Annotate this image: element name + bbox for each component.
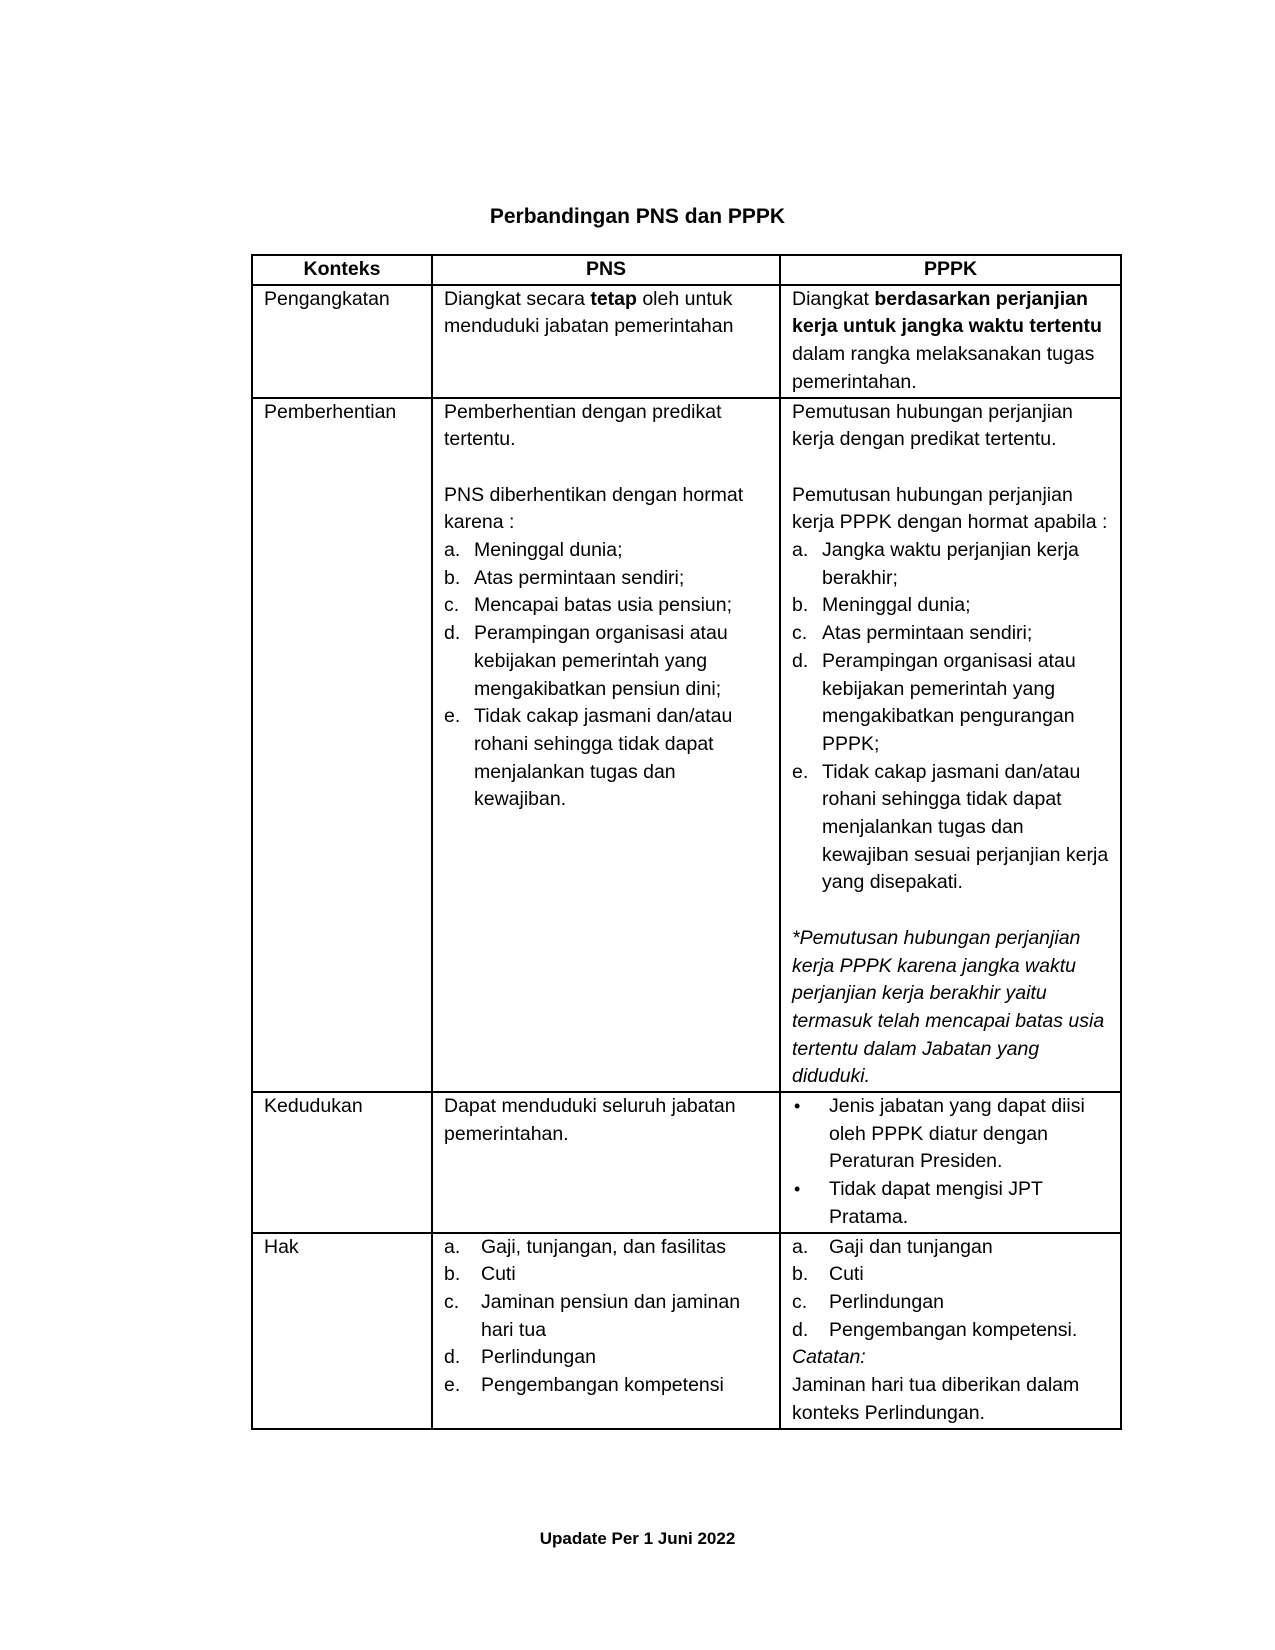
table-row-pengangkatan <box>252 285 1121 398</box>
list-item: b. Cuti <box>444 1263 516 1286</box>
pengangkatan-pns-text: Diangkat secara <box>444 287 591 310</box>
pengangkatan-pns-cell <box>432 285 780 398</box>
pemberhentian-pns-intro: Pemberhentian dengan predikat tertentu. <box>444 400 722 451</box>
list-item: d. Perlindungan <box>444 1346 596 1369</box>
bullet-icon: • <box>794 1179 801 1200</box>
list-item: • Tidak dapat mengisi JPT Pratama. <box>794 1178 1043 1228</box>
list-item: b. Atas permintaan sendiri; <box>444 566 685 589</box>
list-item: d. Pengembangan kompetensi. <box>792 1318 1078 1341</box>
list-item: a. Gaji, tunjangan, dan fasilitas <box>444 1235 726 1258</box>
pemberhentian-pppk-note: *Pemutusan hubungan perjanjian kerja PPPK karena jangka waktu perjanjian kerja berakhir yaitu termasuk telah mencapai batas usia tertentu dalam Jabatan yang diduduki. <box>792 926 1105 1088</box>
list-item: c. Jaminan pensiun dan jaminan hari tua <box>444 1290 741 1341</box>
pengangkatan-pppk-cell <box>780 285 1121 398</box>
list-item: d. Perampingan organisasi atau kebijakan pemerintah yang mengakibatkan pensiun dini; <box>444 622 728 700</box>
list-item: a. Gaji dan tunjangan <box>792 1235 993 1258</box>
header-pns: PNS <box>432 255 780 285</box>
kedudukan-pppk-cell <box>780 1092 1121 1233</box>
comparison-table <box>251 254 1122 1430</box>
footer-date: Upadate Per 1 Juni 2022 <box>539 1529 736 1548</box>
header-konteks: Konteks <box>252 255 432 285</box>
pemberhentian-pppk-intro: Pemutusan hubungan perjanjian kerja dengan predikat tertentu. <box>792 400 1073 451</box>
hak-pppk-cell <box>780 1233 1121 1429</box>
pemberhentian-pns-cell <box>432 398 780 1093</box>
pemberhentian-pns-list <box>444 537 770 814</box>
row-label-pengangkatan: Pengangkatan <box>252 285 432 398</box>
table-row-kedudukan <box>252 1092 1121 1233</box>
list-item: a. Meninggal dunia; <box>444 539 623 562</box>
table-row-hak <box>252 1233 1121 1429</box>
list-item: c. Atas permintaan sendiri; <box>792 622 1033 645</box>
pengangkatan-pppk-text-end: dalam rangka melaksanakan tugas pemerintahan. <box>792 343 1095 393</box>
pengangkatan-pns-text-end: oleh untuk menduduki jabatan pemerintahan <box>444 287 734 338</box>
hak-pns-list <box>444 1234 770 1400</box>
header-pppk: PPPK <box>780 255 1121 285</box>
list-item: b. Meninggal dunia; <box>792 594 971 617</box>
hak-pns-cell <box>432 1233 780 1429</box>
kedudukan-pns-cell: Dapat menduduki seluruh jabatan pemerintahan. <box>432 1092 780 1233</box>
table-row-pemberhentian <box>252 398 1121 1093</box>
pengangkatan-pns-bold: tetap <box>590 287 637 310</box>
pengangkatan-pppk-bold: berdasarkan perjanjian kerja untuk jangka waktu tertentu <box>792 287 1102 338</box>
pemberhentian-pppk-lead: Pemutusan hubungan perjanjian kerja PPPK dengan hormat apabila : <box>792 483 1108 534</box>
row-label-hak: Hak <box>252 1233 432 1429</box>
hak-pppk-list <box>792 1234 1111 1345</box>
list-item: c. Perlindungan <box>792 1290 944 1313</box>
table-header-row <box>252 255 1121 285</box>
list-item: e. Pengembangan kompetensi <box>444 1374 724 1397</box>
kedudukan-pppk-list <box>792 1093 1111 1232</box>
pengangkatan-pppk-text: Diangkat <box>792 287 875 310</box>
row-label-kedudukan: Kedudukan <box>252 1092 432 1233</box>
list-item: a. Jangka waktu perjanjian kerja berakhir; <box>792 539 1079 589</box>
list-item: c. Mencapai batas usia pensiun; <box>444 594 733 617</box>
hak-pppk-note: Jaminan hari tua diberikan dalam konteks Perlindungan. <box>792 1374 1080 1424</box>
bullet-icon: • <box>794 1096 801 1117</box>
pemberhentian-pppk-cell <box>780 398 1121 1093</box>
list-item: b. Cuti <box>792 1263 864 1286</box>
list-item: • Jenis jabatan yang dapat diisi oleh PPPK diatur dengan Peraturan Presiden. <box>794 1095 1085 1173</box>
pemberhentian-pns-lead: PNS diberhentikan dengan hormat karena : <box>444 483 744 534</box>
page-title: Perbandingan PNS dan PPPK <box>489 205 786 228</box>
row-label-pemberhentian: Pemberhentian <box>252 398 432 1093</box>
list-item: e. Tidak cakap jasmani dan/atau rohani sehingga tidak dapat menjalankan tugas dan kewajiban. <box>444 705 733 811</box>
pemberhentian-pppk-list <box>792 537 1111 897</box>
hak-pppk-note-label: Catatan: <box>792 1346 866 1369</box>
list-item: e. Tidak cakap jasmani dan/atau rohani sehingga tidak dapat menjalankan tugas dan kewajiban sesuai perjanjian kerja yang disepakati. <box>792 760 1109 894</box>
list-item: d. Perampingan organisasi atau kebijakan pemerintah yang mengakibatkan pengurangan PPPK; <box>792 649 1076 755</box>
